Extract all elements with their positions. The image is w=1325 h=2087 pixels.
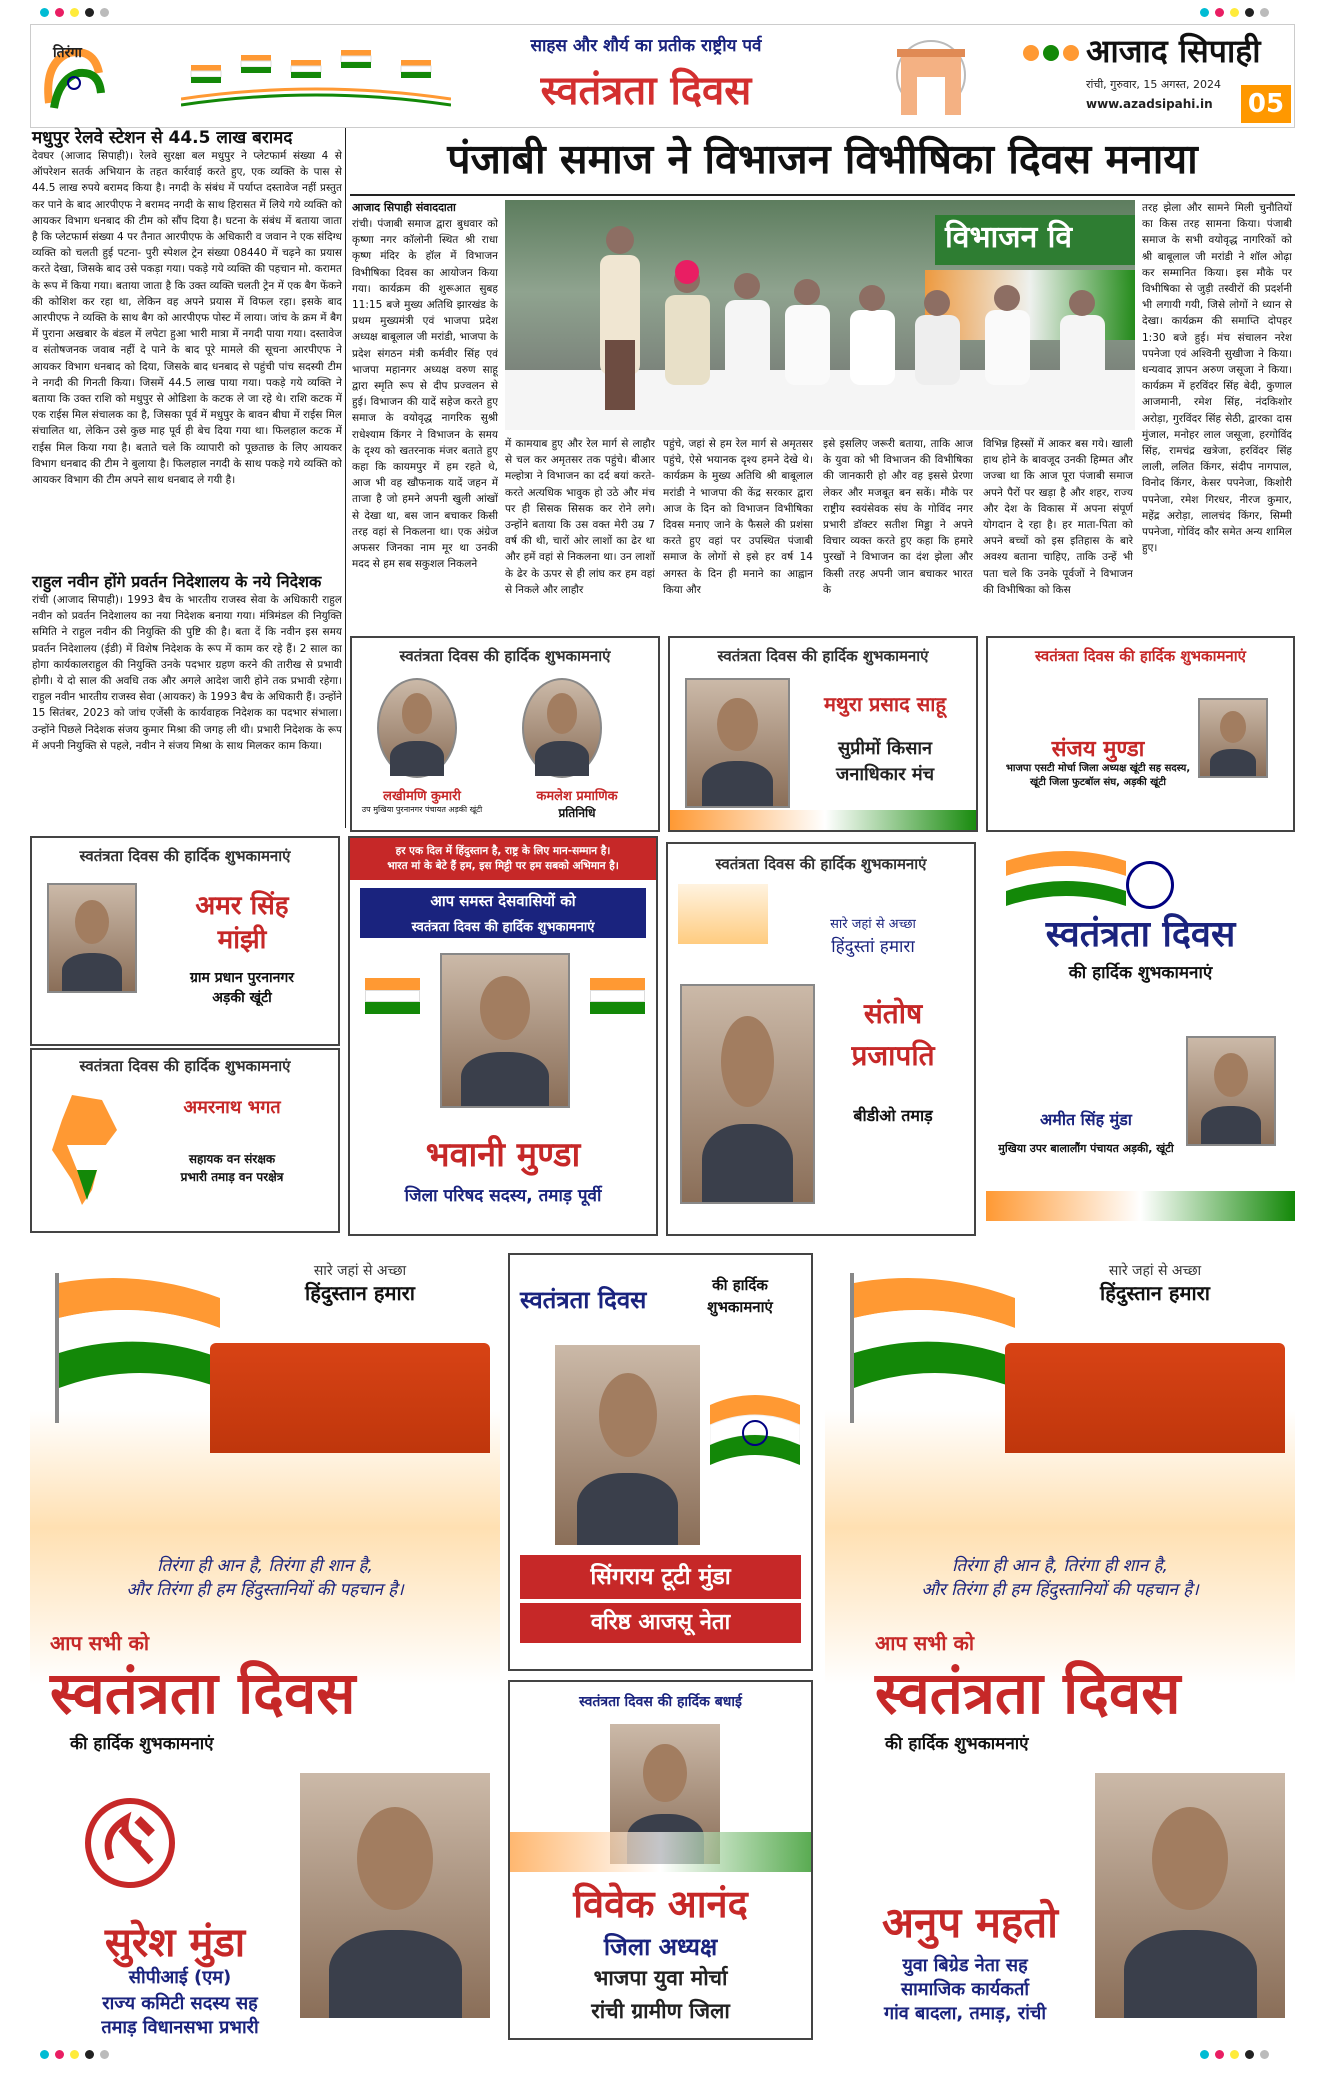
ad-sanjay (986, 636, 1295, 832)
photo-banner: विभाजन वि (935, 215, 1135, 265)
photo-mathura (685, 678, 790, 808)
tricolor-wave (670, 810, 978, 830)
red-fort-graphic (210, 1343, 490, 1453)
tagline: हिंदुस्तान हमारा (1100, 1281, 1210, 1305)
photo-amit (1186, 1036, 1276, 1146)
event-title: स्वतंत्रता दिवस (50, 1659, 356, 1727)
flag-wave (835, 1273, 1015, 1423)
ad-santosh (666, 842, 976, 1236)
registration-marks (1200, 8, 1269, 17)
chakra-icon (1126, 861, 1174, 909)
headline-rule (350, 194, 1295, 196)
name: संतोष (863, 997, 923, 1030)
title: उप मुखिया पुरनानगर पंचायत अड़की खूंटी (361, 805, 483, 814)
masthead-event: स्वतंत्रता दिवस (540, 67, 752, 114)
flag-right (590, 978, 645, 1014)
tricolor-chakra-graphic (710, 1385, 800, 1475)
photo-lakhimani (377, 678, 457, 778)
lead-headline: पंजाबी समाज ने विभाजन विभीषिका दिवस मनाया (447, 135, 1198, 183)
tricolor-wave (986, 1191, 1295, 1221)
title: राज्य कमिटी सदस्य सह (102, 1993, 258, 2014)
india-map-graphic (42, 1090, 132, 1210)
ad-lakhimani (350, 636, 660, 832)
title: गांव बादला, तमाड़, रांची (883, 2003, 1047, 2024)
title: प्रभारी तमाड़ वन परक्षेत्र (180, 1170, 284, 1184)
flag-wave (1006, 846, 1126, 906)
title: जिला अध्यक्ष (603, 1933, 718, 1961)
name: अमीत सिंह मुंडा (1040, 1110, 1132, 1129)
photo-anup (1095, 1773, 1285, 2018)
name: कमलेश प्रमाणिक (536, 789, 618, 804)
monuments-graphic (678, 884, 768, 944)
lead-col-5: विभिन्न हिस्सों में आकर बस गये। खाली हाथ होने के बावजूद उनकी हिम्मत और जज्बा था कि आज पूरा पंजाबी समाज अपने पैरों पर खड़ा है और शहर, राज्य और देश के विकास में अपना संपूर्ण योगदान दे रहा है। हर माता-पिता को अपने बच्चों को इस इतिहास के बारे अवश्य बताना चाहिए, ताकि उन्हें भी पता चले कि उनके पूर्वजों ने विभाजन की विभीषिका को किस (983, 438, 1133, 596)
registration-marks (1200, 2050, 1269, 2059)
ad-greeting: स्वतंत्रता दिवस की हार्दिक शुभकामनाएं (717, 647, 929, 665)
ad-anup (825, 1253, 1295, 2038)
name: मथुरा प्रसाद साहू (823, 692, 947, 716)
headline: राहुल नवीन होंगे प्रवर्तन निदेशालय के नये निदेशक (32, 572, 322, 591)
ad-greeting: स्वतंत्रता दिवस की हार्दिक शुभकामनाएं (399, 647, 611, 665)
photo-kamlesh (522, 678, 602, 778)
masthead-flags (181, 35, 451, 119)
dateline: रांची, गुरुवार, 15 अगस्त, 2024 (1086, 78, 1222, 91)
photo-sanjay (1198, 698, 1268, 778)
intro: आप सभी को (875, 1631, 975, 1655)
greeting: की हार्दिक (712, 1276, 768, 1294)
title: सुप्रीमों किसान (837, 738, 933, 759)
registration-marks (40, 2050, 109, 2059)
title: जनाधिकार मंच (835, 764, 935, 785)
logo-text: तिरंगा (53, 45, 82, 61)
title: जिला परिषद सदस्य, तमाड़ पूर्वी (404, 1186, 602, 1206)
name: मांझी (217, 925, 267, 955)
website: www.azadsipahi.in (1086, 97, 1213, 111)
flag-left (365, 978, 420, 1014)
name: अनुप महतो (881, 1898, 1059, 1947)
ad-mathura (668, 636, 978, 832)
greeting: की हार्दिक शुभकामनाएं (885, 1734, 1029, 1754)
greeting: की हार्दिक शुभकामनाएं (1068, 963, 1213, 983)
name: सिंगराय टूटी मुंडा (520, 1555, 801, 1599)
photo-amar (47, 883, 137, 993)
name: प्रजापति (851, 1039, 935, 1072)
ad-greeting: स्वतंत्रता दिवस की हार्दिक शुभकामनाएं (715, 855, 927, 873)
article-railway (32, 128, 342, 588)
title: भाजपा युवा मोर्चा (593, 1966, 728, 1990)
title: तमाड़ विधानसभा प्रभारी (101, 2017, 259, 2038)
ad-amit (986, 836, 1295, 1236)
title: रांची ग्रामीण जिला (591, 1999, 730, 2023)
tagline: हिंदुस्तान हमारा (305, 1281, 415, 1305)
lead-col-2: में कामयाब हुए और रेल मार्ग से लाहौर से चल कर अमृतसर तक पहुंचे। बीआर मल्होत्रा ने विभाजन का दर्द बयां करते-करते अत्यधिक भावुक हो उठे और मंच पर ही सिसक सिसक कर रोने लगे। उन्होंने बताया कि उस वक्त मेरी उम्र 7 वर्ष की थी, चारों ओर लाशों का ढेर था और हमें वहां से निकलना था। उन लाशों के ढेर के ऊपर से ही लांघ कर हम वहां से निकले और लाहौर (505, 438, 655, 596)
ad-greeting: स्वतंत्रता दिवस की हार्दिक शुभकामनाएं (1035, 647, 1246, 665)
lead-col-6: तरह झेला और सामने मिली चुनौतियों का किस तरह सामना किया। पंजाबी समाज के सभी वयोवृद्ध नागरिकों को श्री बाबूलाल जी मरांडी ने शॉल ओढ़ा कर सम्मानित किया। इस मौके पर विभीषिका से जुड़ी तस्वीरों की प्रदर्शनी भी लगायी गयी, जिसे लोगों ने ध्यान से देखा। कार्यक्रम की समाप्ति दोपहर 1:30 बजे हुई। मंच संचालन नरेश पपनेजा एवं अश्विनी सुखीजा ने किया। धन्यवाद ज्ञापन अरुण जसूजा ने किया। कार्यक्रम में हरविंदर सिंह बेदी, कुणाल आजमानी, रमेश सिंह, नंदकिशोर अरोड़ा, गुरविंदर सिंह सेठी, द्वारका दास मुंजाल, मनोहर लाल जसूजा, हरगोविंद सिंह, रामचंद्र खत्रेजा, हरविंदर सिंह लाली, ललित किंगर, संदीप नागपाल, विनोद किंगर, केसर पपनेजा, किशोरी पपनेजा, रमेश गिरधर, नीरज कुमार, महेंद्र अरोड़ा, लालचंद किंगर, सिम्मी पपनेजा, गोविंद कौर समेत अन्य शामिल हुए। (1142, 202, 1292, 555)
title: सहायक वन संरक्षक (188, 1152, 276, 1166)
ad-greeting: स्वतंत्रता दिवस की हार्दिक बधाई (579, 1694, 742, 1710)
ad-suresh (30, 1253, 500, 2038)
ad-vivek (508, 1680, 813, 2040)
intro: आप सभी को (50, 1631, 150, 1655)
tagline: सारे जहां से अच्छा (313, 1263, 407, 1279)
page-number: 05 (1241, 85, 1291, 123)
india-gate-graphic (841, 35, 1011, 119)
party: सीपीआई (एम) (128, 1967, 232, 1988)
photo-bhavani (440, 953, 570, 1108)
title: सामाजिक कार्यकर्ता (900, 1979, 1030, 2000)
poem-line: तिरंगा ही आन है, तिरंगा ही शान है, (157, 1556, 373, 1576)
article-nirdeshak (32, 572, 342, 842)
photo-singrai (555, 1345, 700, 1545)
lead-col-4: इसे इसलिए जरूरी बताया, ताकि आज के युवा को भी विभाजन की विभीषिका की जानकारी हो और वह इससे प्रेरणा लेकर और मजबूत बन सकें। मौके पर राष्ट्रीय स्वयंसेवक संघ के गोविंद नगर प्रभारी डॉक्टर सतीश मिड्डा ने अपने विचार व्यक्त करते हुए कहा कि हमारे पुरखों ने विभाजन का दंश झेला और किसी तरह अपनी जान बचाकर भारत के (823, 438, 973, 596)
title: ग्राम प्रधान पुरनानगर (189, 970, 295, 986)
flag-wave (40, 1273, 220, 1423)
title: युवा बिग्रेड नेता सह (902, 1955, 1028, 1976)
name: लखीमणि कुमारी (383, 789, 461, 804)
name: विवेक आनंद (573, 1882, 748, 1926)
tagline: सारे जहां से अच्छा (1108, 1263, 1202, 1279)
masthead (30, 24, 1295, 128)
name: अमर सिंह (195, 891, 289, 921)
masthead-slogan: साहस और शौर्य का प्रतीक राष्ट्रीय पर्व (530, 36, 762, 56)
lead-col-1: रांची। पंजाबी समाज द्वारा बुधवार को कृष्णा नगर कॉलोनी स्थित श्री राधा कृष्ण मंदिर के हॉल में विभाजन विभीषिका दिवस का आयोजन किया गया। कार्यक्रम की शुरूआत सुबह 11:15 बजे मुख्य अतिथि झारखंड के प्रथम मुख्यमंत्री एवं भाजपा प्रदेश अध्यक्ष बाबूलाल जी मरांडी, भाजपा के प्रदेश संगठन मंत्री कर्मवीर सिंह एवं भाजपा महानगर अध्यक्ष वरुण साहू द्वारा स्मृति रूप से दीप प्रज्वलन से हुई। विभाजन की यादें सहेज करते हुए समाज के वयोवृद्ध नागरिक सुश्री राधेश्याम किंगर ने विभाजन के समय के दृश्य को खतरनाक मंजर बताते हुए कहा कि कायमपुर में हम रहते थे, आज भी वह खौफनाक यादें जहन में ताजा है जो हमने अपनी खुली आंखों से देखा था, बस जान बचाकर किसी तरह वहां से निकलना था। एक अंग्रेज अफसर जिनका नाम मूर था उनकी मदद से हम सब सकुशल निकलने (352, 218, 498, 571)
ad-singrai (508, 1253, 813, 1671)
event-badge (520, 1265, 680, 1325)
ad-bhavani (348, 836, 658, 1236)
title: मुखिया उपर बालालौंग पंचायत अड़की, खूंटी (998, 1142, 1174, 1155)
ad-top-banner (350, 838, 656, 880)
lead-col-3: पहुंचे, जहां से हम रेल मार्ग से अमृतसर पहुंचे, ऐसे भयानक दृश्य हमने देखे थे। कार्यक्रम के मुख्य अतिथि श्री बाबूलाल मरांडी ने भाजपा की केंद्र सरकार द्वारा आज के दिन को विभाजन विभीषिका दिवस मनाए जाने के फैसले की प्रशंसा करते हुए वहां पर उपस्थित पंजाबी समाज के लोगों से इसे हर वर्ष 14 अगस्त के दिन ही मनाने का आह्वान किया और (663, 438, 813, 596)
headline: मधुपुर रेलवे स्टेशन से 44.5 लाख बरामद (32, 128, 293, 148)
poem-line: और तिरंगा ही हम हिंदुस्तानियों की पहचान है। (126, 1580, 404, 1600)
name: सुरेश मुंडा (104, 1919, 246, 1966)
masthead-small-flags (1021, 43, 1081, 63)
red-fort-graphic (1005, 1343, 1285, 1453)
registration-marks (40, 8, 109, 17)
byline: आजाद सिपाही संवाददाता (352, 201, 456, 214)
greeting-line: आप समस्त देसवासियों को (360, 888, 646, 914)
photo-people (505, 200, 1135, 430)
ad-amarnath (30, 1048, 340, 1233)
event-title: स्वतंत्रता दिवस (1045, 913, 1236, 955)
name: भवानी मुण्डा (425, 1135, 581, 1175)
poem-line: तिरंगा ही आन है, तिरंगा ही शान है, (952, 1556, 1168, 1576)
poem-line: और तिरंगा ही हम हिंदुस्तानियों की पहचान है। (921, 1580, 1199, 1600)
lead-photo (505, 200, 1135, 430)
ad-greeting: स्वतंत्रता दिवस की हार्दिक शुभकामनाएं (79, 847, 291, 865)
greeting: की हार्दिक शुभकामनाएं (70, 1734, 214, 1754)
title: वरिष्ठ आजसू नेता (520, 1603, 801, 1643)
tiranga-logo (39, 33, 109, 121)
tagline: सारे जहां से अच्छा (830, 917, 916, 932)
title: अड़की खूंटी (212, 990, 272, 1006)
slogan-line: भारत मां के बेटे हैं हम, इस मिट्टी पर हम सबको अभिमान है। (387, 860, 619, 872)
greeting-line: स्वतंत्रता दिवस की हार्दिक शुभकामनाएं (360, 914, 646, 938)
newspaper-name: आजाद सिपाही (1086, 32, 1261, 70)
ad-greeting: स्वतंत्रता दिवस की हार्दिक शुभकामनाएं (79, 1057, 291, 1075)
article-body: देवघर (आजाद सिपाही)। रेलवे सुरक्षा बल मधुपुर ने प्लेटफार्म संख्या 4 से ऑपरेशन सतर्क अभियान के तहत कार्रवाई करते हुए, एक व्यक्ति के पास से 44.5 लाख रुपये बरामद किया है। नगदी के संबंध में पर्याप्त दस्तावेज नहीं प्रस्तुत कर पाने के बाद आरपीएफ ने बरामद नगदी के साथ हिरासत में लिये गये व्यक्ति को आयकर विभाग धनबाद की टीम को सौंप दिया है। घटना के संबंध में बताया जाता है कि प्लेटफार्म संख्या 4 पर तैनात आरपीएफ के अधिकारी व जवान ने एक संदिग्ध व्यक्ति को चलती हुई पटना- पुरी स्पेशल ट्रेन संख्या 08440 में चढ़ने का प्रयास करते देखा, जिसके बाद उसे पकड़ा गया। पकड़े गये व्यक्ति की पहचान मो. करामत के रूप में किया गया। बताया जाता है कि उक्त व्यक्ति चलती ट्रेन में एक बैग फेंकने की कोशिश कर रहा था, लेकिन वह अपने प्रयास में विफल रहा। इसके बाद आरपीएफ ने व्यक्ति के साथ बैग को आरपीएफ पोस्ट में लाया। जांच के क्रम में बैग में पुराना अखबार के बंडल में लपेटा हुआ भारी मात्रा में नगदी पाया गया। दस्तावेज व संतोषजनक जवाब नहीं दे पाने के बाद पूरे मामले की सूचना आरपीएफ ने आयकर विभाग धनबाद को दिया, जिसके बाद धनबाद से पहुंची पांच सदस्यी टीम ने नगदी की गिनती किया। जिसमें 44.5 लाख पाया गया। पकड़े गये व्यक्ति ने बताया कि उक्त राशि को मधुपुर से ओडिशा के कटक ले जा रहे थे। राशि कटक में एक राईस मिल संचालक का है, जिसका पूर्व में मधुपुर के बावन बीघा में राईस मिल संचालित था, लेकिन उसे कुछ माह पूर्व ही बेच दिया गया था। फिलहाल कटक में राईस मिल किया गया है। बताते चले कि व्यापारी को पूछताछ के लिए आयकर विभाग धनबाद की टीम ने बुलाया है। फिलहाल नगदी के साथ पकड़े गये व्यक्ति को आयकर विभाग की टीम अपने साथ धनबाद ले गयी है। (32, 150, 342, 487)
event-title: स्वतंत्रता दिवस (875, 1659, 1181, 1727)
column-rule (345, 128, 346, 828)
title: प्रतिनिधि (558, 806, 596, 820)
slogan-line: हर एक दिल में हिंदुस्तान है, राष्ट्र के लिए मान-सम्मान है। (395, 845, 611, 857)
tricolor-wave (510, 1832, 811, 1872)
ad-amar (30, 836, 340, 1046)
article-body: रांची (आजाद सिपाही)। 1993 बैच के भारतीय राजस्व सेवा के अधिकारी राहुल नवीन को प्रवर्तन निदेशालय का नया निदेशक बनाया गया। मंत्रिमंडल की नियुक्ति समिति ने राहुल नवीन की नियुक्ति की पुष्टि की है। बता दें कि नवीन इस समय प्रवर्तन निदेशालय (ईडी) में विशेष निदेशक के रूप में काम कर रहे हैं। 2 साल का होगा कार्यकालराहुल की नियुक्ति उनके पदभार ग्रहण करने की तारीख से प्रभावी होगी। ये दो साल की अवधि तक और अगले आदेश जारी होने तक प्रभावी रहेगा। राहुल नवीन भारतीय राजस्व सेवा (आयकर) के 1993 बैच के अधिकारी हैं। उन्होंने 15 सितंबर, 2023 को जांच एजेंसी के कार्यवाहक निदेशक का पदभार संभाला। उन्होंने पिछले निदेशक संजय कुमार मिश्रा की जगह ली थी। प्रभारी निदेशक के रूप में अपनी नियुक्ति से पहले, नवीन ने संजय मिश्रा के साथ मिलकर काम किया। (32, 594, 342, 752)
event-title: स्वतंत्रता दिवस (520, 1285, 647, 1314)
photo-santosh (680, 984, 815, 1204)
name: संजय मुण्डा (1051, 737, 1145, 762)
photo-suresh (300, 1773, 490, 2018)
tagline: हिंदुस्तां हमारा (831, 937, 915, 957)
hammer-sickle-icon (85, 1798, 175, 1888)
name: अमरनाथ भगत (183, 1097, 281, 1118)
greeting: शुभकामनाएं (707, 1298, 773, 1316)
title: भाजपा एसटी मोर्चा जिला अध्यक्ष खूंटी सह सदस्य, खूंटी जिला फुटबॉल संघ, अड़की खूंटी (1005, 763, 1191, 788)
title: बीडीओ तमाड़ (853, 1106, 933, 1125)
